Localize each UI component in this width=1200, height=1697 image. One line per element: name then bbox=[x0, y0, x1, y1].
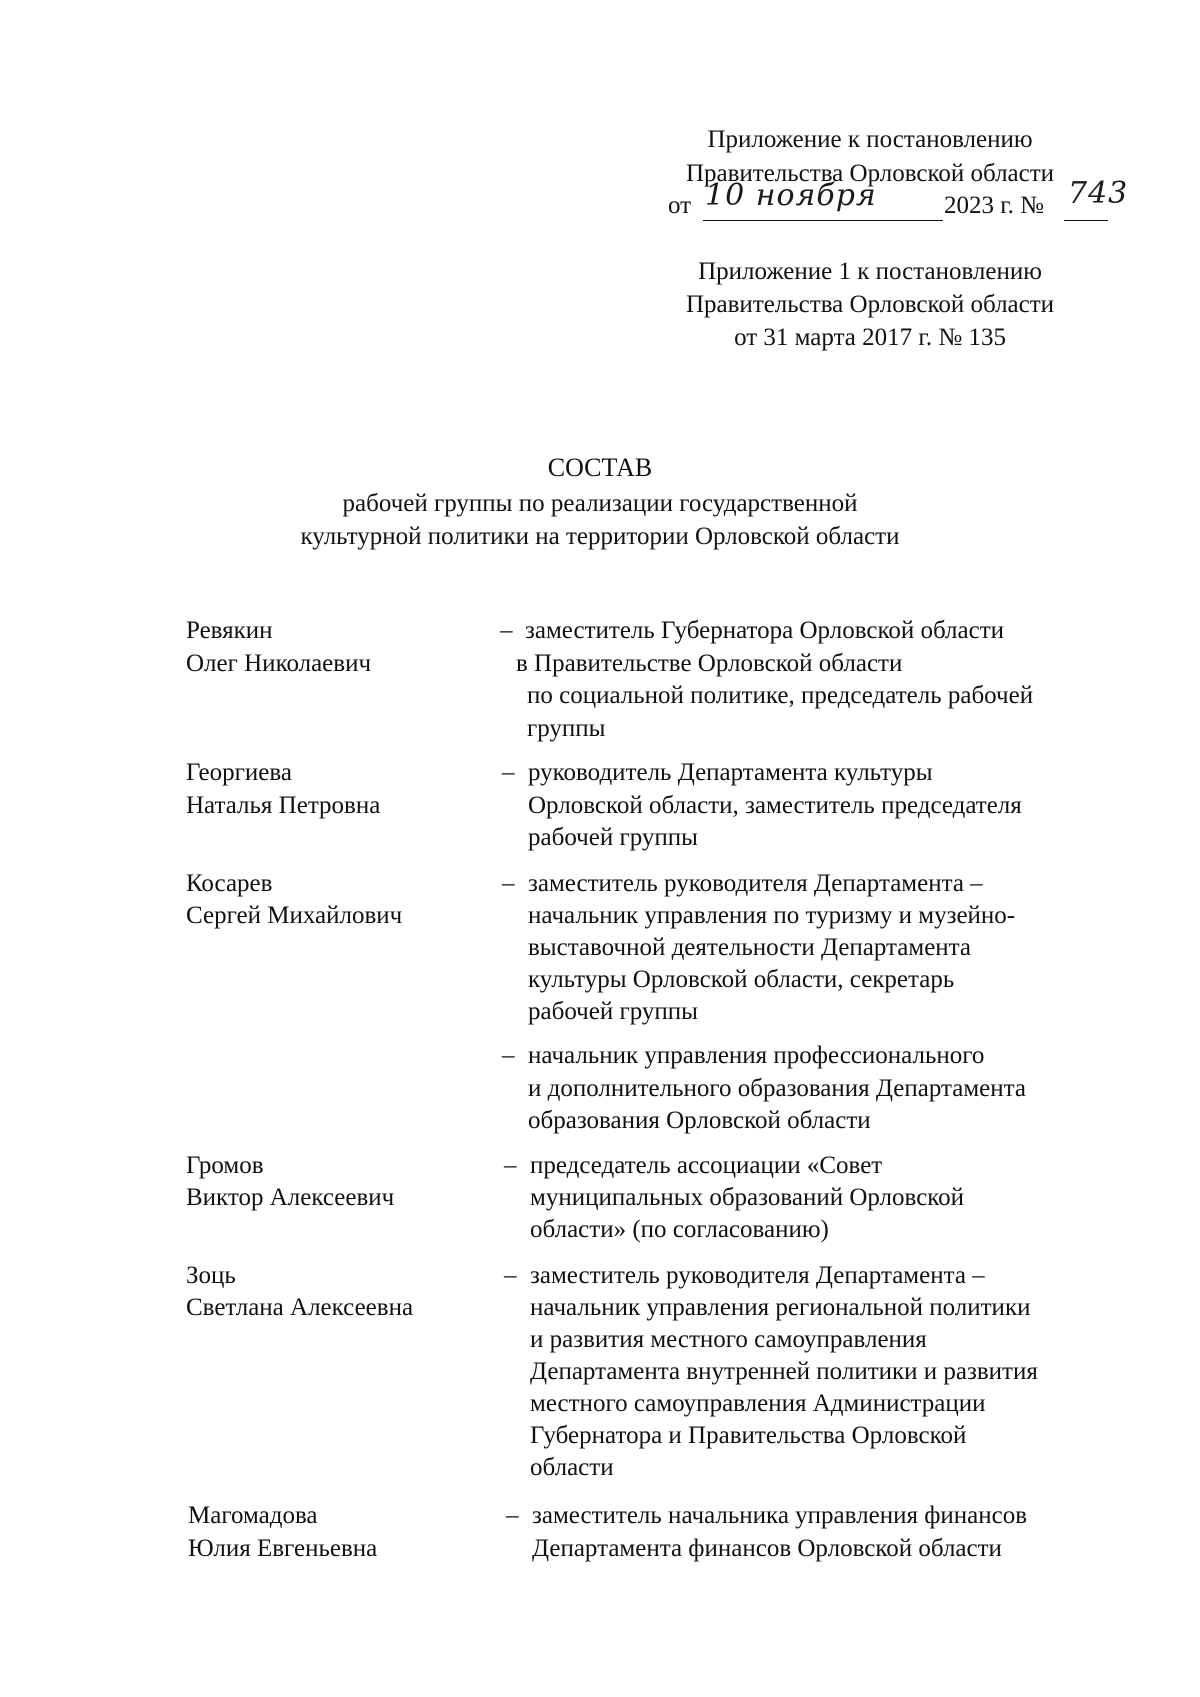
member-position-line: заместитель Губернатора Орловской области bbox=[525, 617, 1005, 644]
previous-appendix-line-1: Приложение 1 к постановлению bbox=[698, 258, 1042, 285]
member-position-line: Губернатора и Правительства Орловской bbox=[530, 1422, 967, 1449]
member-position-line: рабочей группы bbox=[528, 998, 698, 1025]
dash-mark: – bbox=[502, 759, 515, 786]
member-given-name: Виктор Алексеевич bbox=[186, 1184, 395, 1211]
number-underline bbox=[1064, 220, 1108, 221]
member-position-line: председатель ассоциации «Совет bbox=[530, 1152, 883, 1179]
member-surname: Ревякин bbox=[186, 617, 273, 644]
member-position-line: Департамента внутренней политики и развития bbox=[530, 1358, 1038, 1385]
member-position-line: культуры Орловской области, секретарь bbox=[528, 966, 955, 993]
member-surname: Зоць bbox=[186, 1262, 236, 1289]
dash-mark: – bbox=[502, 870, 515, 897]
previous-appendix-line-3: от 31 марта 2017 г. № 135 bbox=[734, 324, 1006, 351]
member-given-name: Светлана Алексеевна bbox=[186, 1294, 414, 1321]
member-position-line: области bbox=[530, 1454, 614, 1481]
member-given-name: Юлия Евгеньевна bbox=[188, 1535, 378, 1562]
member-given-name: Олег Николаевич bbox=[186, 650, 372, 677]
document-title: СОСТАВ bbox=[547, 453, 653, 482]
member-position-line: местного самоуправления Администрации bbox=[530, 1390, 986, 1417]
member-position-line: в Правительстве Орловской области bbox=[516, 650, 903, 677]
member-position-line: и дополнительного образования Департамента bbox=[528, 1075, 1026, 1102]
title-line-2: культурной политики на территории Орловской области bbox=[300, 523, 900, 550]
dash-mark: – bbox=[504, 1152, 517, 1179]
dash-mark: – bbox=[504, 1262, 517, 1289]
member-given-name: Наталья Петровна bbox=[186, 792, 381, 819]
title-line-1: рабочей группы по реализации государственной bbox=[342, 490, 858, 517]
member-position-line: Департамента финансов Орловской области bbox=[532, 1535, 1002, 1562]
member-position-line: заместитель начальника управления финансов bbox=[532, 1502, 1028, 1529]
previous-appendix-line-2: Правительства Орловской области bbox=[685, 291, 1055, 318]
date-underline bbox=[703, 220, 943, 221]
member-surname: Косарев bbox=[186, 870, 273, 897]
member-position-line: рабочей группы bbox=[528, 824, 698, 851]
member-surname: Магомадова bbox=[188, 1502, 318, 1529]
member-position-line: начальник управления профессионального bbox=[528, 1042, 985, 1069]
handwritten-number: 743 bbox=[1068, 176, 1129, 211]
member-position-line: муниципальных образований Орловской bbox=[530, 1184, 965, 1211]
appendix-line-1: Приложение к постановлению bbox=[707, 126, 1033, 153]
year-and-number-label: 2023 г. № bbox=[944, 192, 1045, 219]
member-position-line: начальник управления региональной политики bbox=[530, 1294, 1031, 1321]
member-position-line: заместитель руководителя Департамента – bbox=[530, 1262, 985, 1289]
member-position-line: и развития местного самоуправления bbox=[530, 1326, 927, 1353]
dash-mark: – bbox=[502, 1042, 515, 1069]
appendix-line-2: Правительства Орловской области bbox=[685, 160, 1055, 187]
member-position-line: группы bbox=[527, 715, 606, 742]
date-prefix: от bbox=[668, 192, 692, 219]
dash-mark: – bbox=[500, 617, 513, 644]
dash-mark: – bbox=[506, 1502, 519, 1529]
member-position-line: выставочной деятельности Департамента bbox=[528, 934, 972, 961]
member-surname: Георгиева bbox=[186, 759, 292, 786]
member-position-line: области» (по согласованию) bbox=[530, 1216, 829, 1243]
member-position-line: начальник управления по туризму и музейно- bbox=[528, 902, 1016, 929]
member-position-line: образования Орловской области bbox=[528, 1107, 871, 1134]
member-position-line: заместитель руководителя Департамента – bbox=[528, 870, 983, 897]
handwritten-date: 10 ноября bbox=[705, 178, 877, 213]
member-surname: Громов bbox=[186, 1152, 264, 1179]
member-position-line: Орловской области, заместитель председателя bbox=[528, 792, 1022, 819]
member-position-line: по социальной политике, председатель рабочей bbox=[527, 682, 1034, 709]
member-position-line: руководитель Департамента культуры bbox=[528, 759, 933, 786]
member-given-name: Сергей Михайлович bbox=[186, 902, 403, 929]
